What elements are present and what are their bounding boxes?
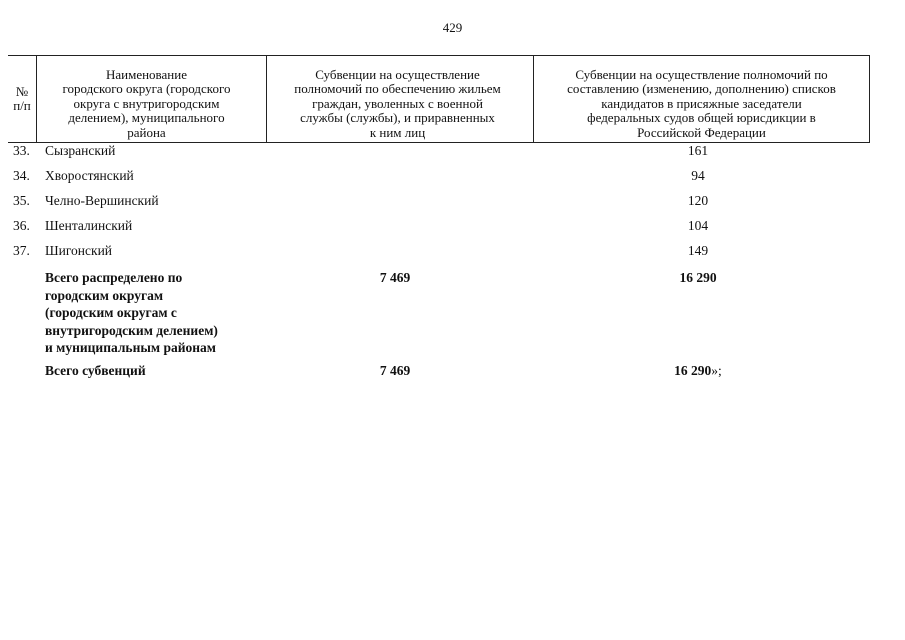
total-distributed-jurors: 16 290 [679, 270, 717, 285]
table-row [0, 192, 905, 214]
row-name: Хворостянский [45, 168, 134, 183]
row-number: 36. [13, 218, 30, 233]
row-jurors-value: 94 [691, 168, 705, 183]
total-subsidies-housing: 7 469 [379, 363, 411, 378]
table-row [0, 142, 905, 164]
column-header-housing-subsidy: Субвенции на осуществление полномочий по обеспечению жильем граждан, уволенных с военной службы (службы), и приравненных к ним лиц [266, 56, 528, 142]
row-name: Шенталинский [45, 218, 133, 233]
table-row [0, 167, 905, 189]
total-subsidies-row [0, 362, 905, 382]
total-distributed-label: Всего распределено по городским округам (городским округам с внутригородским делением) и муниципальным районам [45, 270, 218, 355]
table-row [0, 242, 905, 264]
row-jurors-value: 161 [687, 143, 709, 158]
row-number: 37. [13, 243, 30, 258]
table-row [0, 217, 905, 239]
page-number: 429 [442, 20, 463, 35]
row-name: Челно-Вершинский [45, 193, 159, 208]
column-header-name: Наименование городского округа (городского округа с внутригородским делением), муниципального района [36, 56, 256, 142]
total-subsidies-label: Всего субвенций [45, 363, 146, 378]
closing-quote-mark: »; [711, 363, 722, 378]
row-jurors-value: 120 [687, 193, 709, 208]
row-jurors-value: 149 [687, 243, 709, 258]
table-header [8, 55, 870, 143]
column-header-jurors-subsidy: Субвенции на осуществление полномочий по составлению (изменению, дополнению) списков кандидатов в присяжные заседатели федеральных судов общей юрисдикции в Российской Федерации [533, 56, 870, 142]
total-subsidies-jurors-cell [600, 362, 796, 380]
row-number: 33. [13, 143, 30, 158]
row-jurors-value: 104 [687, 218, 709, 233]
row-number: 35. [13, 193, 30, 208]
total-subsidies-jurors: 16 290 [674, 363, 712, 378]
row-name: Шигонский [45, 243, 113, 258]
row-name: Сызранский [45, 143, 116, 158]
column-header-number: № п/п [13, 83, 31, 113]
row-number: 34. [13, 168, 30, 183]
total-distributed-housing: 7 469 [379, 270, 411, 285]
total-distributed-row [0, 269, 905, 359]
